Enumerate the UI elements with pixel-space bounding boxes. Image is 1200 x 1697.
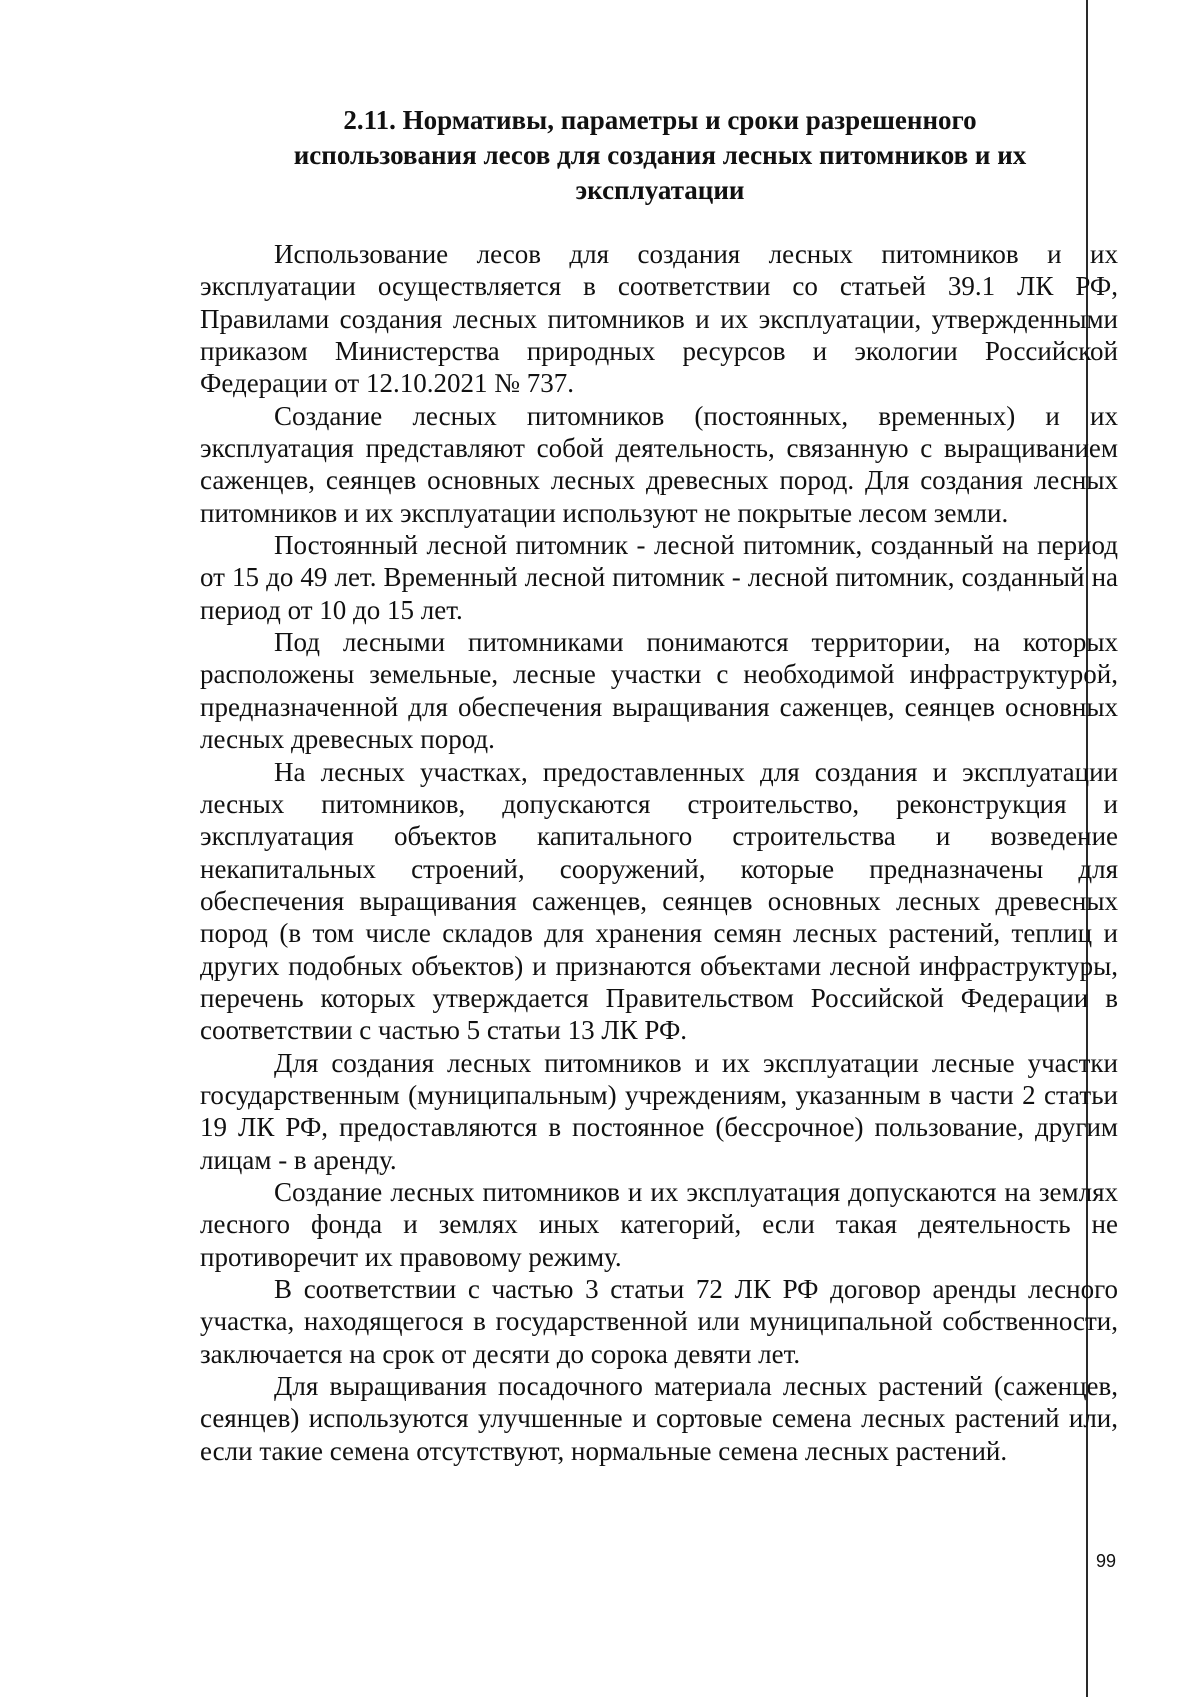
- title-line: использования лесов для создания лесных питомников и их: [293, 140, 1027, 170]
- paragraph: Создание лесных питомников (постоянных, временных) и их эксплуатация представляют собой деятельность, связанную с выращиванием саженцев, сеянцев основных лесных древесных пород. Для создания лесных питомников и их эксплуатации используют не покрытые лесом земли.: [200, 400, 1118, 528]
- section-title: [200, 103, 1120, 208]
- title-line: 2.11. Нормативы, параметры и сроки разрешенного: [343, 105, 977, 135]
- paragraph: Под лесными питомниками понимаются территории, на которых расположены земельные, лесные участки с необходимой инфраструктурой, предназначенной для обеспечения выращивания саженцев, сеянцев основных лесных древесных пород.: [200, 627, 1118, 755]
- paragraph: Для выращивания посадочного материала лесных растений (саженцев, сеянцев) используются улучшенные и сортовые семена лесных растений или, если такие семена отсутствуют, нормальные семена лесных растений.: [200, 1371, 1118, 1466]
- paragraph: На лесных участках, предоставленных для создания и эксплуатации лесных питомников, допускаются строительство, реконструкция и эксплуатация объектов капитального строительства и возведение некапитальных строений, сооружений, которые предназначены для обеспечения выращивания саженцев, сеянцев основных лесных древесных пород (в том числе складов для хранения семян лесных растений, теплиц и других подобных объектов) и признаются объектами лесной инфраструктуры, перечень которых утверждается Правительством Российской Федерации в соответствии с частью 5 статьи 13 ЛК РФ.: [200, 756, 1118, 1046]
- paragraph: Постоянный лесной питомник - лесной питомник, созданный на период от 15 до 49 лет. Временный лесной питомник - лесной питомник, созданный на период от 10 до 15 лет.: [200, 530, 1118, 625]
- paragraph: В соответствии с частью 3 статьи 72 ЛК РФ договор аренды лесного участка, находящегося в государственной или муниципальной собственности, заключается на срок от десяти до сорока девяти лет.: [200, 1274, 1118, 1369]
- body-text: [200, 238, 1118, 1467]
- paragraph: Создание лесных питомников и их эксплуатация допускаются на землях лесного фонда и землях иных категорий, если такая деятельность не противоречит их правовому режиму.: [200, 1176, 1118, 1272]
- title-line: эксплуатации: [575, 175, 745, 205]
- paragraph: Для создания лесных питомников и их эксплуатации лесные участки государственным (муниципальным) учреждениям, указанным в части 2 статьи 19 ЛК РФ, предоставляются в постоянное (бессрочное) пользование, другим лицам - в аренду.: [200, 1047, 1118, 1175]
- page-number: 99: [1096, 1551, 1117, 1571]
- paragraph: Использование лесов для создания лесных питомников и их эксплуатации осуществляется в соответствии со статьей 39.1 ЛК РФ, Правилами создания лесных питомников и их эксплуатации, утвержденными приказом Министерства природных ресурсов и экологии Российской Федерации от 12.10.2021 № 737.: [200, 239, 1118, 399]
